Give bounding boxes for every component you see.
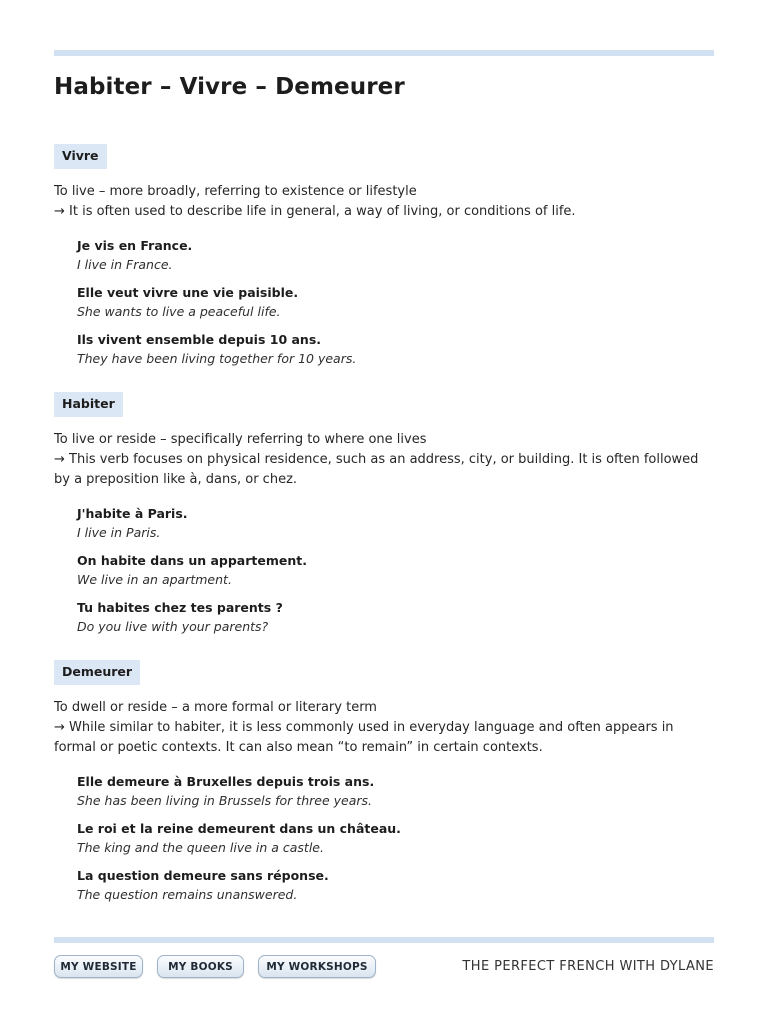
my-workshops-button[interactable]: MY WORKSHOPS	[258, 955, 376, 978]
example-item	[77, 598, 714, 636]
section-habiter	[54, 392, 714, 645]
example-french: Elle veut vivre une vie paisible.	[77, 285, 299, 300]
example-french: Elle demeure à Bruxelles depuis trois ans.	[77, 774, 375, 789]
example-french: Ils vivent ensemble depuis 10 ans.	[77, 332, 322, 347]
example-item	[77, 866, 714, 904]
definition	[54, 182, 714, 222]
examples-list	[77, 772, 714, 904]
example-english: They have been living together for 10 years.	[77, 351, 357, 366]
example-french: La question demeure sans réponse.	[77, 868, 329, 883]
definition-line: To live or reside – specifically referring to where one lives	[54, 432, 427, 447]
section-demeurer	[54, 660, 714, 913]
definition-detail: → This verb focuses on physical residence, such as an address, city, or building. It is often followed by a preposition like à, dans, or chez.	[54, 452, 699, 487]
example-item	[77, 236, 714, 274]
definition-line: To dwell or reside – a more formal or literary term	[54, 700, 377, 715]
my-website-button[interactable]: MY WEBSITE	[54, 955, 143, 978]
example-french: On habite dans un appartement.	[77, 553, 307, 568]
example-item	[77, 819, 714, 857]
example-french: Le roi et la reine demeurent dans un château.	[77, 821, 401, 836]
my-books-button[interactable]: MY BOOKS	[157, 955, 244, 978]
example-english: We live in an apartment.	[77, 572, 232, 587]
example-english: She wants to live a peaceful life.	[77, 304, 281, 319]
example-french: Tu habites chez tes parents ?	[77, 600, 283, 615]
example-english: Do you live with your parents?	[77, 619, 269, 634]
bottom-divider	[54, 937, 714, 943]
section-tag: Habiter	[54, 392, 123, 417]
example-item	[77, 330, 714, 368]
definition	[54, 698, 714, 758]
examples-list	[77, 236, 714, 368]
section-tag: Vivre	[54, 144, 107, 169]
top-divider	[54, 50, 714, 56]
examples-list	[77, 504, 714, 636]
example-english: The question remains unanswered.	[77, 887, 298, 902]
example-french: J'habite à Paris.	[77, 506, 188, 521]
example-french: Je vis en France.	[77, 238, 193, 253]
example-item	[77, 504, 714, 542]
definition-detail: → It is often used to describe life in general, a way of living, or conditions of life.	[54, 204, 576, 219]
definition-detail: → While similar to habiter, it is less commonly used in everyday language and often appears in formal or poetic contexts. It can also mean “to remain” in certain contexts.	[54, 720, 674, 755]
example-english: I live in Paris.	[77, 525, 161, 540]
page-title: Habiter – Vivre – Demeurer	[54, 74, 405, 100]
example-item	[77, 772, 714, 810]
example-english: She has been living in Brussels for three years.	[77, 793, 372, 808]
definition	[54, 430, 714, 490]
example-item	[77, 283, 714, 321]
section-tag: Demeurer	[54, 660, 140, 685]
brand-name: THE PERFECT FRENCH WITH DYLANE	[462, 959, 714, 974]
definition-line: To live – more broadly, referring to existence or lifestyle	[54, 184, 417, 199]
section-vivre	[54, 144, 714, 377]
example-english: I live in France.	[77, 257, 173, 272]
example-english: The king and the queen live in a castle.	[77, 840, 324, 855]
example-item	[77, 551, 714, 589]
